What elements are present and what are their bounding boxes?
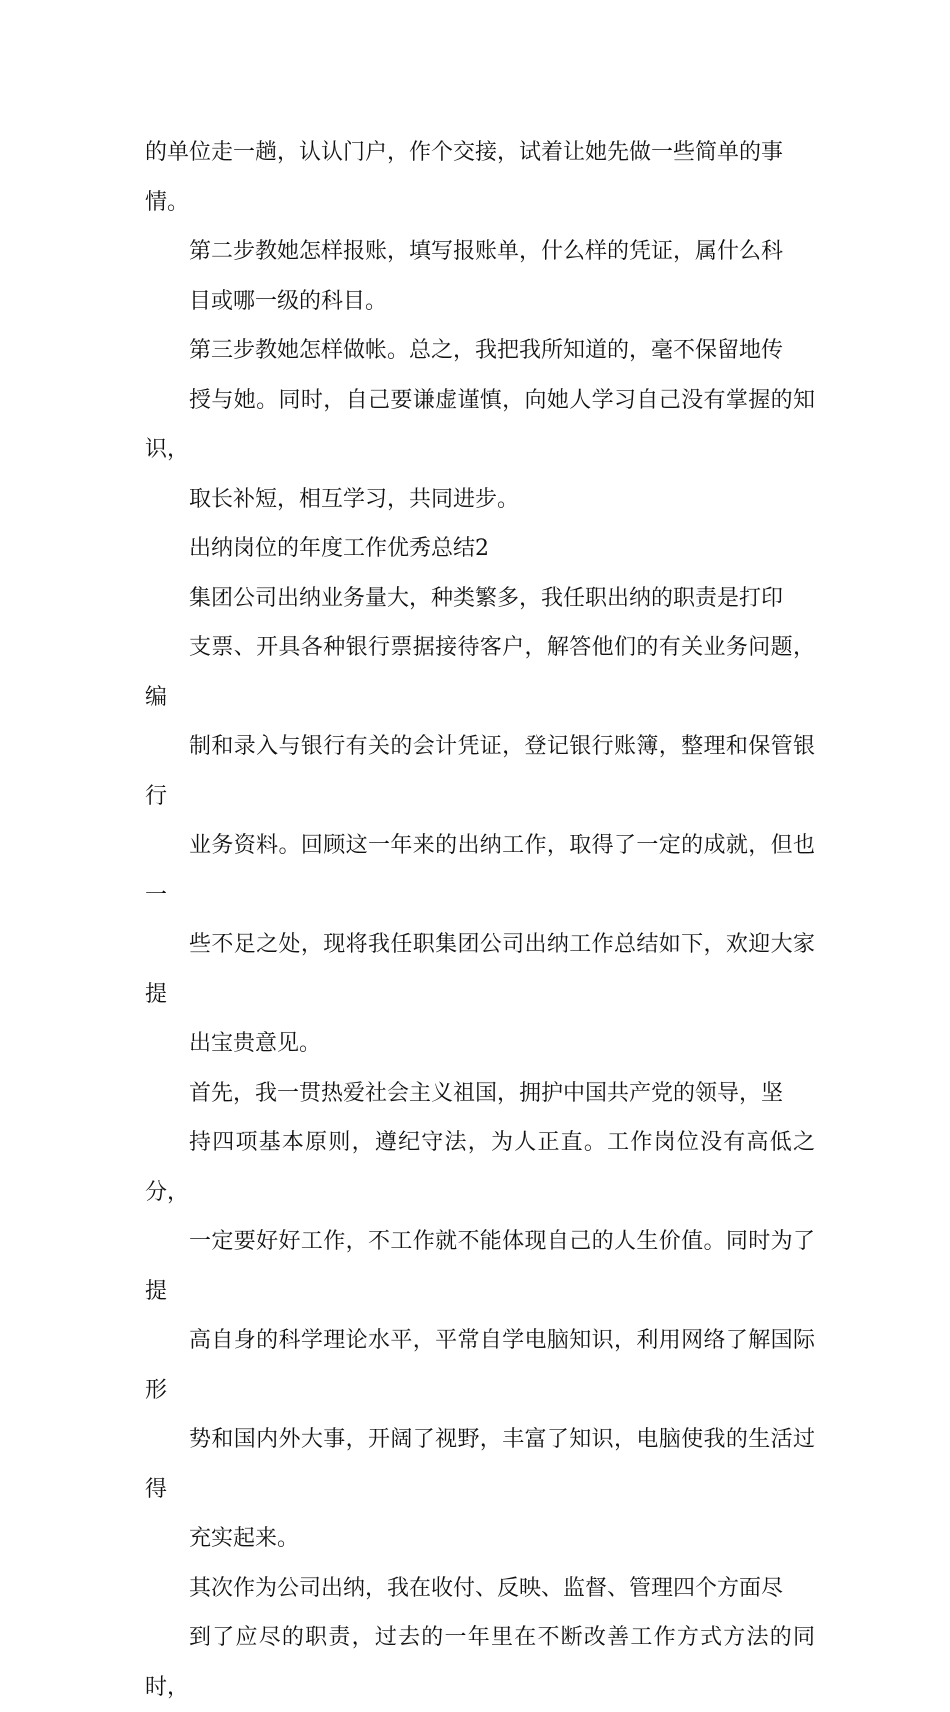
text-line: 支票、开具各种银行票据接待客户，解答他们的有关业务问题，编 [145,623,815,722]
text-line: 制和录入与银行有关的会计凭证，登记银行账簿，整理和保管银行 [145,722,815,821]
text-line: 的单位走一趟，认认门户，作个交接，试着让她先做一些简单的事 [145,128,815,178]
text-line: 高自身的科学理论水平，平常自学电脑知识，利用网络了解国际形 [145,1316,815,1415]
paragraph [145,227,815,326]
paragraph [145,524,815,574]
text-line: 授与她。同时，自己要谦虚谨慎，向她人学习自己没有掌握的知识， [145,376,815,475]
text-line: 充实起来。 [145,1514,815,1564]
text-line: 势和国内外大事，开阔了视野，丰富了知识，电脑使我的生活过得 [145,1415,815,1514]
text-line: 其次作为公司出纳，我在收付、反映、监督、管理四个方面尽 [145,1564,815,1614]
paragraph [145,574,815,1069]
document-body [145,128,815,1712]
text-line: 目或哪一级的科目。 [145,277,815,327]
text-line: 到了应尽的职责，过去的一年里在不断改善工作方式方法的同时， [145,1613,815,1712]
text-line: 持四项基本原则，遵纪守法，为人正直。工作岗位没有高低之分， [145,1118,815,1217]
text-line: 业务资料。回顾这一年来的出纳工作，取得了一定的成就，但也一 [145,821,815,920]
text-line: 首先，我一贯热爱社会主义祖国，拥护中国共产党的领导，坚 [145,1069,815,1119]
paragraph [145,1069,815,1564]
text-line: 些不足之处，现将我任职集团公司出纳工作总结如下，欢迎大家提 [145,920,815,1019]
paragraph [145,1564,815,1712]
paragraph [145,128,815,227]
text-line: 出宝贵意见。 [145,1019,815,1069]
text-line: 第二步教她怎样报账，填写报账单，什么样的凭证，属什么科 [145,227,815,277]
text-line: 情。 [145,178,815,228]
text-line: 集团公司出纳业务量大，种类繁多，我任职出纳的职责是打印 [145,574,815,624]
text-line: 取长补短，相互学习，共同进步。 [145,475,815,525]
text-line: 一定要好好工作，不工作就不能体现自己的人生价值。同时为了提 [145,1217,815,1316]
paragraph [145,326,815,524]
text-line: 出纳岗位的年度工作优秀总结2 [145,524,815,574]
text-line: 第三步教她怎样做帐。总之，我把我所知道的，毫不保留地传 [145,326,815,376]
